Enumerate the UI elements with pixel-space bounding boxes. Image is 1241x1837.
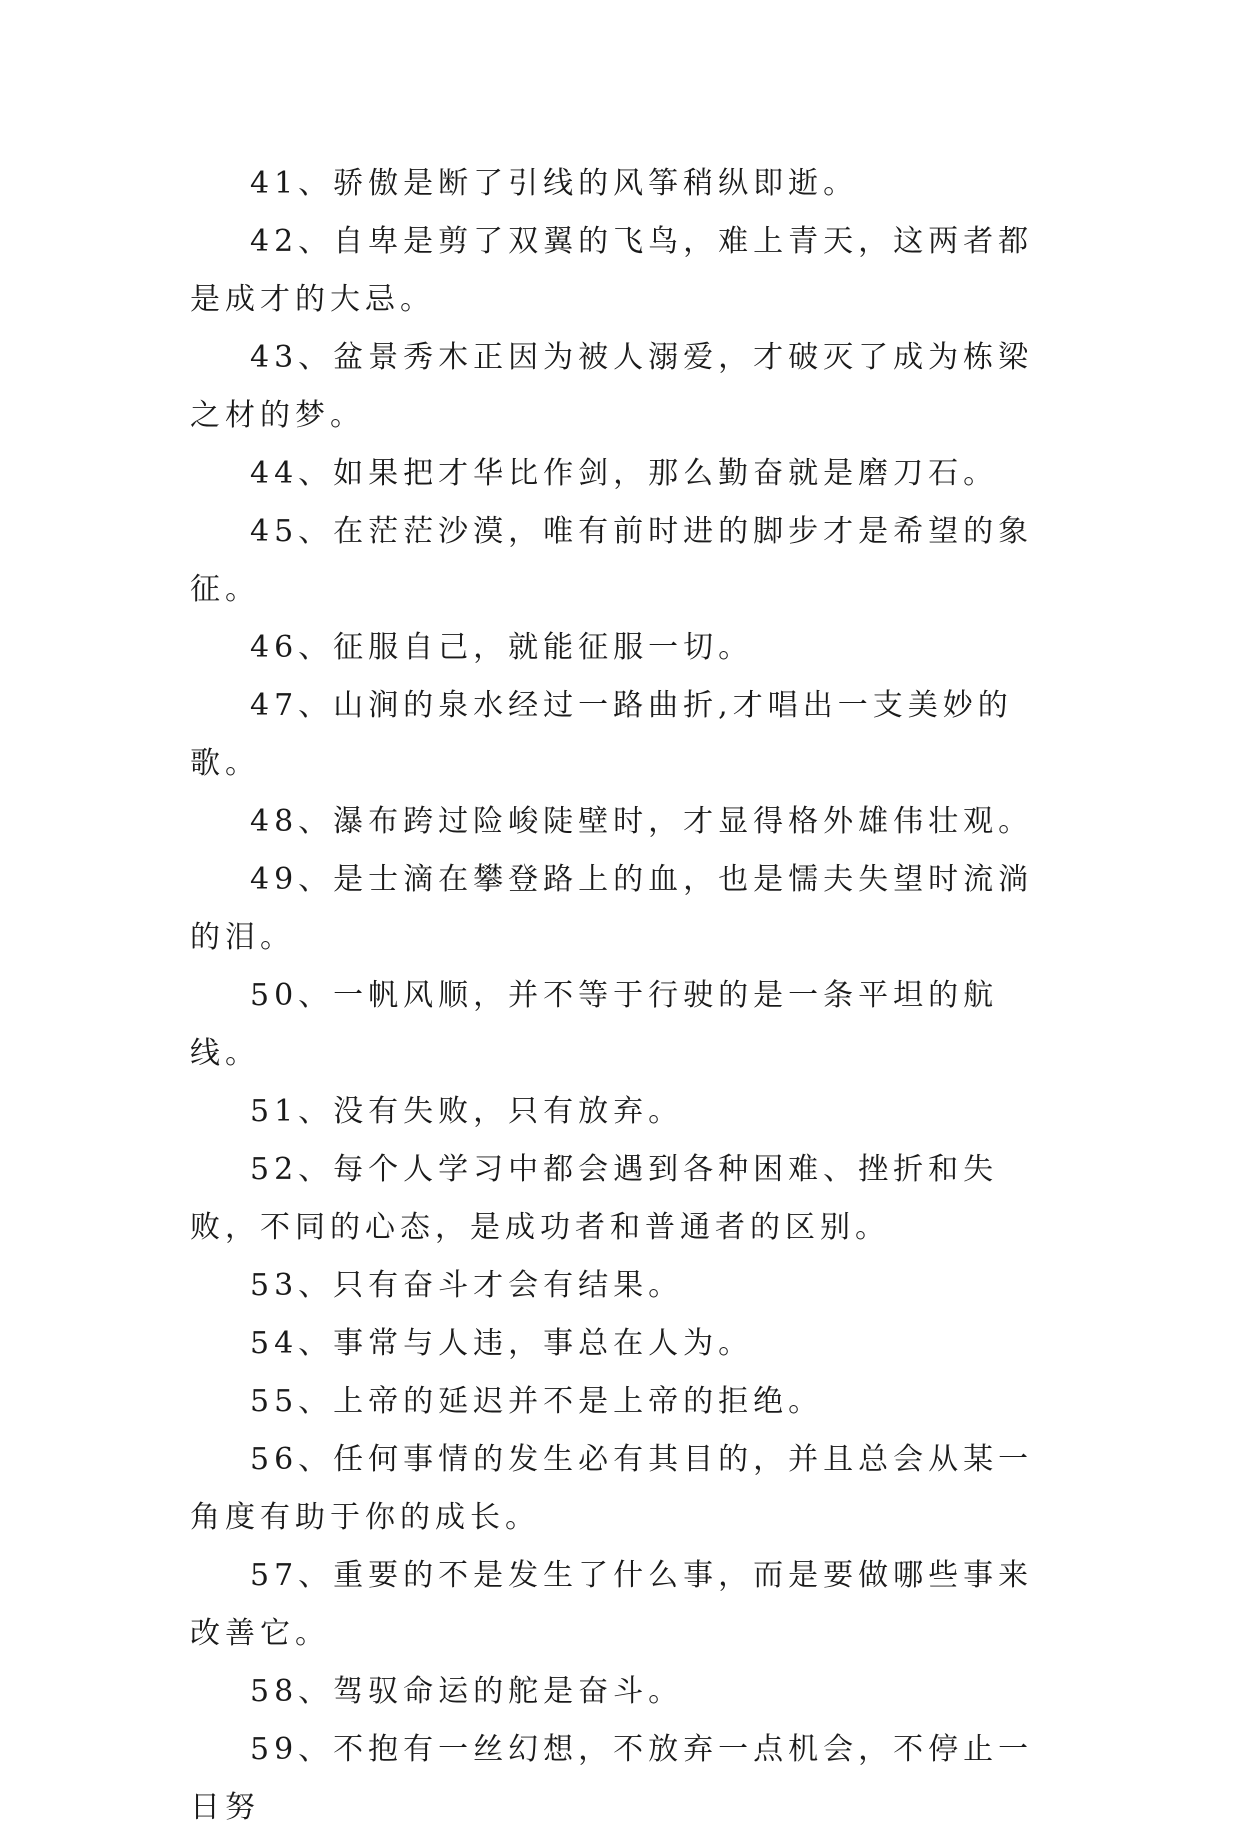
paragraph-44: 44、如果把才华比作剑，那么勤奋就是磨刀石。 <box>250 456 999 491</box>
paragraph-58: 58、驾驭命运的舵是奋斗。 <box>250 1674 684 1709</box>
paragraph-55: 55、上帝的延迟并不是上帝的拒绝。 <box>250 1384 824 1419</box>
document-body <box>190 155 1050 1837</box>
paragraph-49: 49、是士滴在攀登路上的血，也是懦夫失望时流淌的泪。 <box>190 862 1034 955</box>
paragraph-57: 57、重要的不是发生了什么事，而是要做哪些事来改善它。 <box>190 1558 1034 1651</box>
paragraph-51: 51、没有失败，只有放弃。 <box>250 1094 684 1129</box>
paragraph-48: 48、瀑布跨过险峻陡壁时，才显得格外雄伟壮观。 <box>250 804 1034 839</box>
paragraph-50: 50、一帆风顺，并不等于行驶的是一条平坦的航线。 <box>190 978 999 1071</box>
paragraph-52: 52、每个人学习中都会遇到各种困难、挫折和失败，不同的心态，是成功者和普通者的区别。 <box>190 1152 999 1245</box>
paragraph-59: 59、不抱有一丝幻想，不放弃一点机会，不停止一日努 <box>190 1732 1034 1825</box>
paragraph-41: 41、骄傲是断了引线的风筝稍纵即逝。 <box>250 166 859 201</box>
paragraph-43: 43、盆景秀木正因为被人溺爱，才破灭了成为栋梁之材的梦。 <box>190 340 1034 433</box>
paragraph-53: 53、只有奋斗才会有结果。 <box>250 1268 684 1303</box>
paragraph-42: 42、自卑是剪了双翼的飞鸟，难上青天，这两者都是成才的大忌。 <box>190 224 1034 317</box>
paragraph-46: 46、征服自己，就能征服一切。 <box>250 630 754 665</box>
paragraph-47: 47、山涧的泉水经过一路曲折,才唱出一支美妙的歌。 <box>190 688 1013 781</box>
paragraph-45: 45、在茫茫沙漠，唯有前时进的脚步才是希望的象征。 <box>190 514 1034 607</box>
paragraph-56: 56、任何事情的发生必有其目的，并且总会从某一角度有助于你的成长。 <box>190 1442 1034 1535</box>
paragraph-54: 54、事常与人违，事总在人为。 <box>250 1326 754 1361</box>
